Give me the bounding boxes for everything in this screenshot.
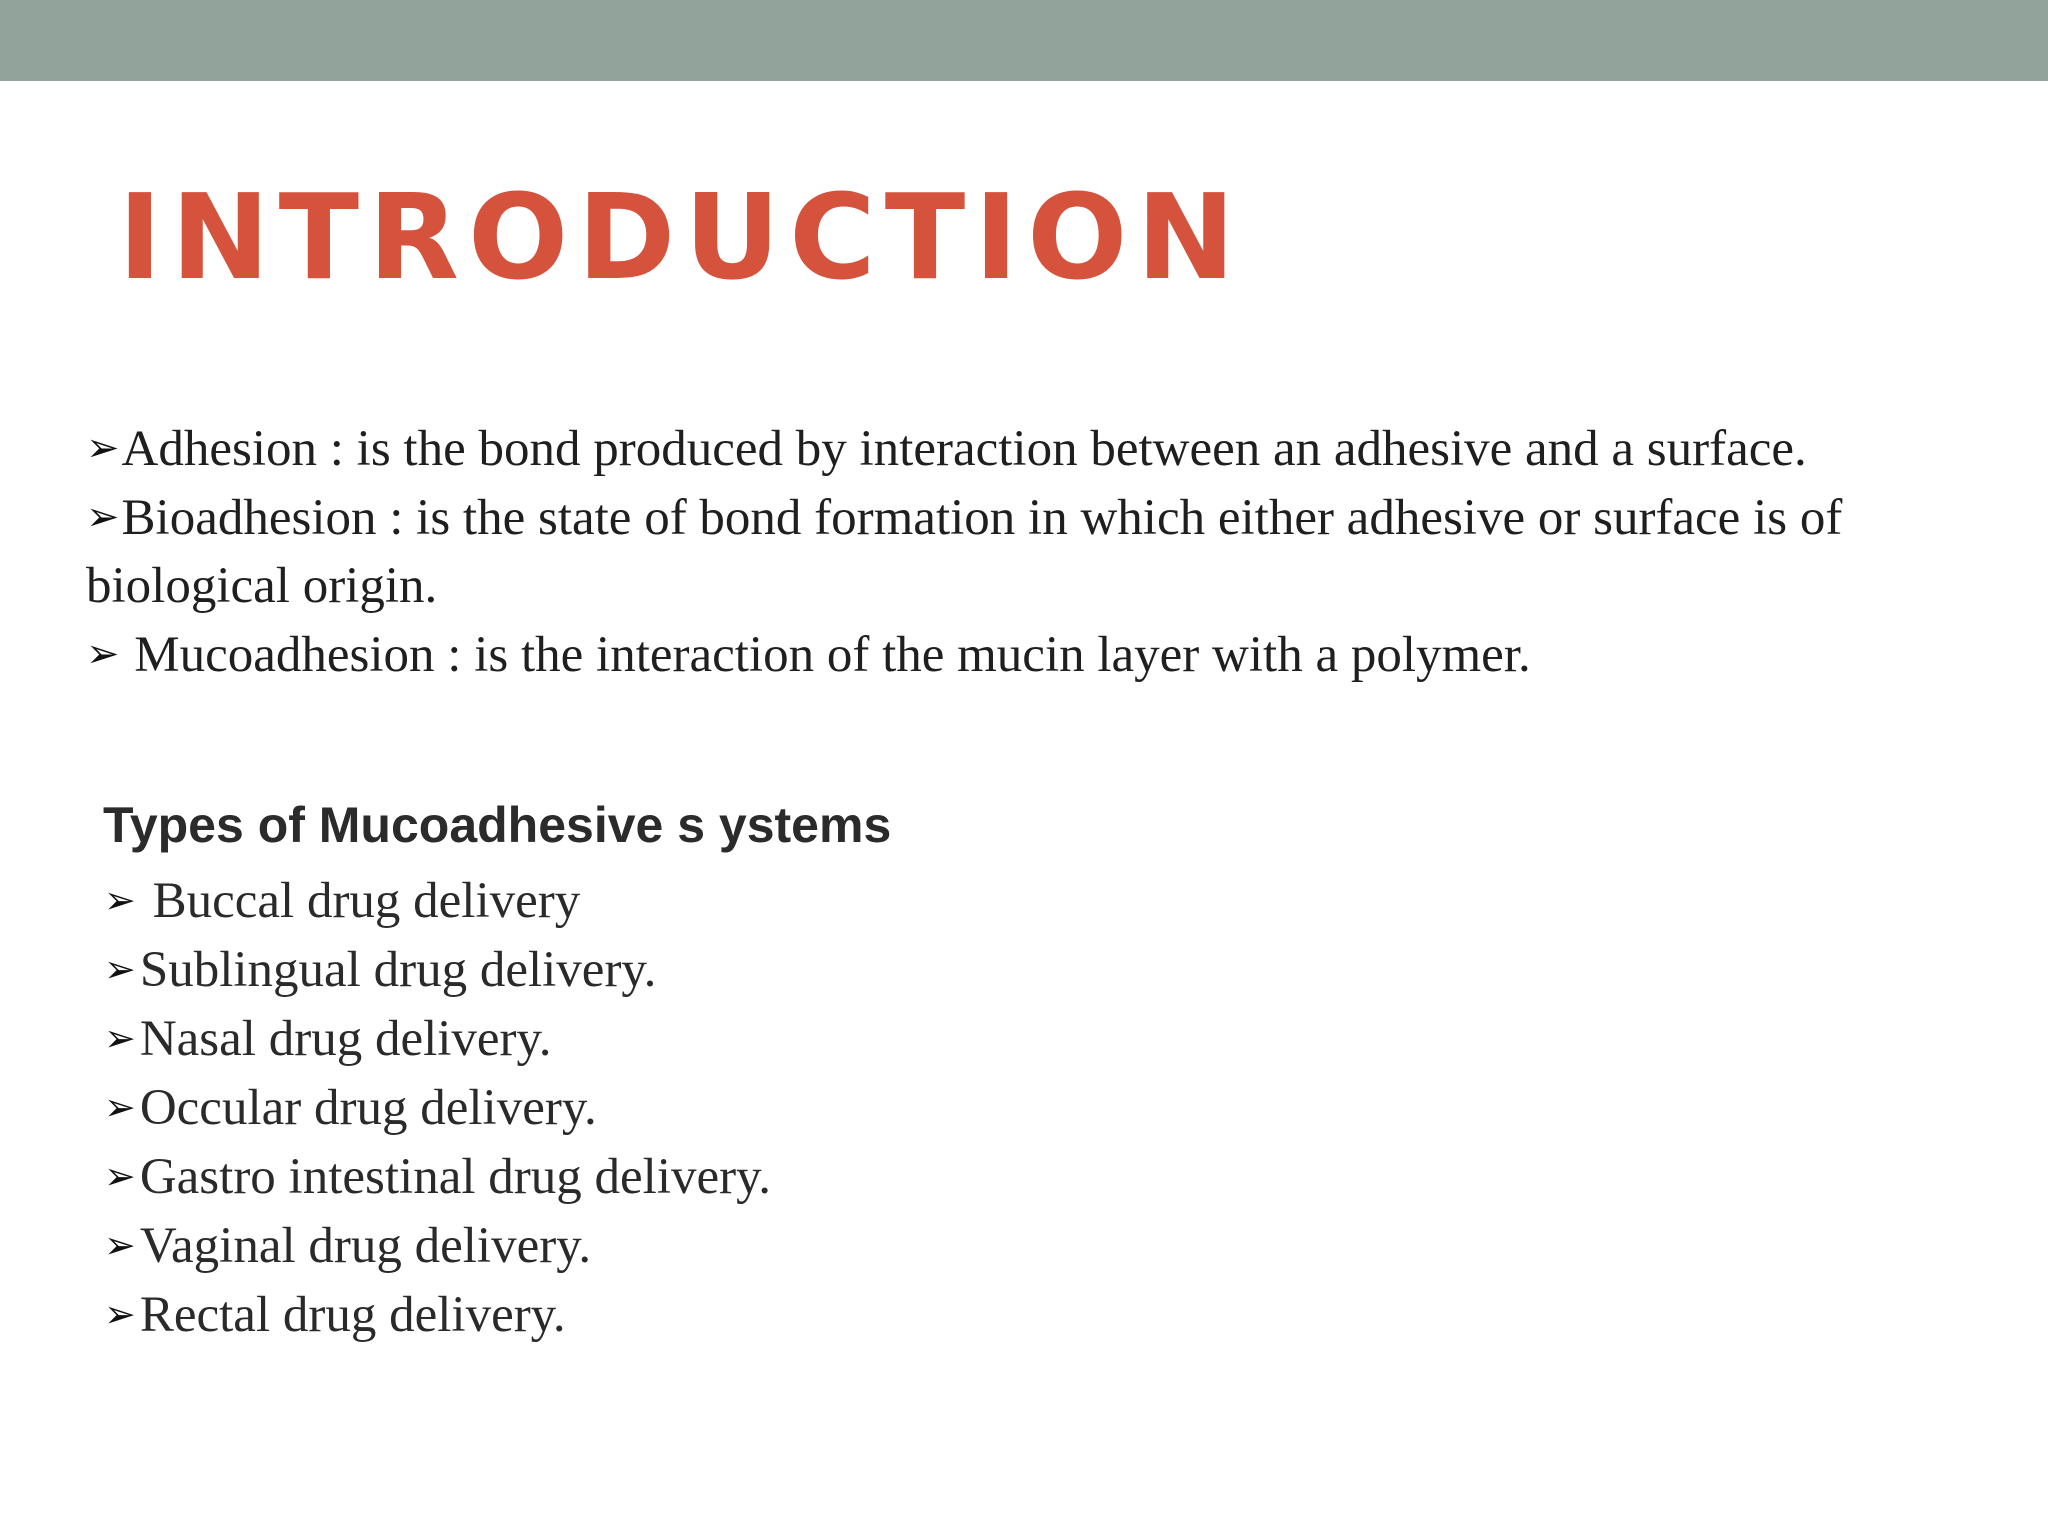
- arrow-bullet-icon: ➢: [104, 1292, 136, 1336]
- arrow-bullet-icon: ➢: [104, 1085, 136, 1129]
- arrow-bullet-icon: ➢: [86, 494, 120, 540]
- list-item-text: Buccal drug delivery: [139, 873, 581, 929]
- list-item: [104, 935, 771, 1004]
- list-item-text: Vaginal drug delivery.: [139, 1218, 592, 1274]
- list-item-text: Rectal drug delivery.: [139, 1287, 566, 1343]
- list-item: [104, 1280, 771, 1349]
- definition-text: Mucoadhesion : is the interaction of the mucin layer with a polymer.: [121, 627, 1531, 683]
- list-item: [104, 1211, 771, 1280]
- types-list: [104, 866, 771, 1349]
- definition-text: Bioadhesion : is the state of bond formation in which either adhesive or surface is of biological origin.: [86, 490, 1843, 614]
- arrow-bullet-icon: ➢: [104, 1223, 136, 1267]
- definition-item: [86, 620, 2036, 689]
- definition-text: Adhesion : is the bond produced by interaction between an adhesive and a surface.: [121, 421, 1807, 477]
- list-item: [104, 1142, 771, 1211]
- arrow-bullet-icon: ➢: [104, 1016, 136, 1060]
- arrow-bullet-icon: ➢: [86, 425, 120, 471]
- definition-item: [86, 414, 2036, 483]
- arrow-bullet-icon: ➢: [104, 947, 136, 991]
- arrow-bullet-icon: ➢: [86, 631, 120, 677]
- top-accent-bar: [0, 0, 2048, 81]
- definitions-block: [86, 414, 2036, 689]
- list-item: [104, 1073, 771, 1142]
- list-item: [104, 866, 771, 935]
- types-heading: Types of Mucoadhesive s ystems: [103, 797, 892, 853]
- list-item-text: Gastro intestinal drug delivery.: [139, 1149, 772, 1205]
- list-item-text: Nasal drug delivery.: [139, 1011, 552, 1067]
- definition-item: [86, 483, 2036, 620]
- list-item-text: Occular drug delivery.: [139, 1080, 597, 1136]
- list-item-text: Sublingual drug delivery.: [139, 942, 657, 998]
- list-item: [104, 1004, 771, 1073]
- slide-title: INTRODUCTION: [118, 168, 1245, 306]
- arrow-bullet-icon: ➢: [104, 878, 136, 922]
- arrow-bullet-icon: ➢: [104, 1154, 136, 1198]
